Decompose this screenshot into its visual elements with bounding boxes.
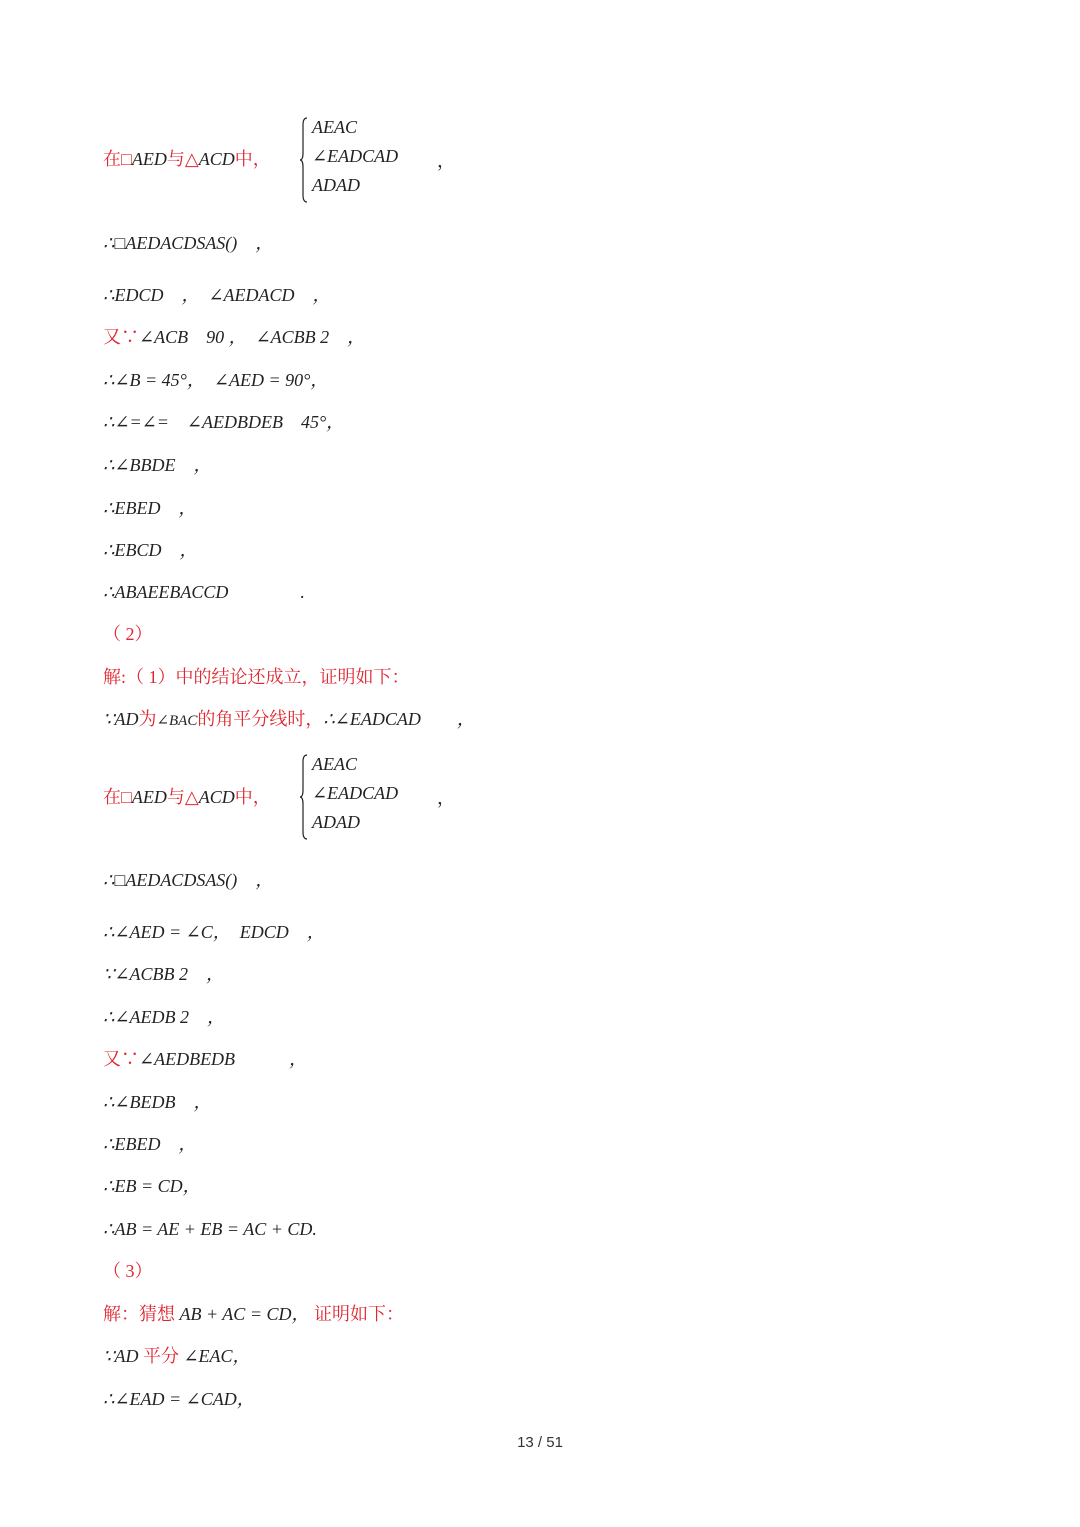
- proof-line: ∵∠ACBB 2 ，: [103, 964, 225, 984]
- system-row: ADAD: [312, 812, 360, 832]
- solution-intro: 解:（ 1）中的结论还成立，证明如下：: [103, 667, 410, 687]
- text-prefix: 在□: [103, 787, 132, 807]
- system-comma: ，: [437, 788, 455, 808]
- math-expression: ∵AD: [103, 1346, 139, 1366]
- proof-line: ∴∠AED = ∠C， EDCD ，: [103, 922, 325, 942]
- text-word: 平分: [142, 1346, 179, 1366]
- proof-line: ∴□AEDACDSAS() ，: [103, 233, 274, 253]
- math-triangle: AED: [131, 787, 167, 807]
- proof-line: ∴EBED ，: [103, 1134, 197, 1154]
- statement-compare-2: [103, 785, 271, 809]
- proof-line: ∴AB = AE + EB = AC + CD.: [103, 1219, 317, 1239]
- math-expression: ∵AD: [103, 709, 139, 729]
- system-row: AEAC: [312, 117, 357, 137]
- math-expression: ∠EAC，: [183, 1346, 251, 1366]
- proof-line: ∴∠B = 45°， ∠AED = 90°，: [103, 370, 329, 390]
- math-expression: ∴∠EADCAD ，: [323, 709, 475, 729]
- proof-line: ∴□AEDACDSAS() ，: [103, 870, 274, 890]
- math-triangle: ACD: [198, 149, 235, 169]
- equation-system-2: [300, 754, 460, 840]
- math-expression: ∠ACB 90 ， ∠ACBB 2 ，: [139, 327, 366, 347]
- proof-line: ∴∠=∠= ∠AEDBDEB 45°，: [103, 412, 345, 432]
- text-prefix: 又∵: [103, 1049, 139, 1069]
- proof-line: ∴EBED ，: [103, 498, 197, 518]
- proof-line: [103, 707, 475, 733]
- page-number: 13 / 51: [517, 1434, 563, 1451]
- text-word: 解：猜想: [103, 1304, 175, 1324]
- proof-line: ∴∠EAD = ∠CAD，: [103, 1389, 255, 1409]
- proof-line: [103, 1047, 307, 1071]
- math-triangle: ACD: [198, 787, 235, 807]
- math-triangle: AED: [131, 149, 167, 169]
- proof-line: ∴EBCD ，: [103, 540, 198, 560]
- system-row: ∠EADCAD: [312, 146, 399, 166]
- text-mid: 与△: [166, 149, 199, 169]
- text-prefix: 又∵: [103, 327, 139, 347]
- equation-system-1: [300, 117, 460, 203]
- proof-line: ∴ABAEEBACCD .: [103, 582, 305, 602]
- proof-line: ∴EDCD ， ∠AEDACD ，: [103, 285, 331, 305]
- system-row: ADAD: [312, 175, 360, 195]
- section-label-2: （ 2）: [103, 624, 153, 644]
- text-suffix: 中，: [234, 787, 271, 807]
- math-expression: ∠BAC: [156, 713, 198, 729]
- system-row: AEAC: [312, 754, 357, 774]
- text-word: 证明如下：: [313, 1304, 404, 1324]
- statement-compare-1: [103, 147, 271, 171]
- proof-line: ∴EB = CD，: [103, 1176, 201, 1196]
- text-suffix: 中，: [234, 149, 271, 169]
- proof-line: [103, 1344, 251, 1368]
- text-prefix: 在□: [103, 149, 132, 169]
- solution-intro: [103, 1302, 404, 1326]
- proof-line: [103, 325, 365, 349]
- brace-icon: [300, 754, 308, 840]
- proof-line: ∴∠BEDB ，: [103, 1092, 212, 1112]
- math-expression: AB + AC = CD，: [179, 1304, 310, 1324]
- text-word: 的角平分线时，: [197, 709, 324, 729]
- system-comma: ，: [437, 151, 455, 171]
- system-row: ∠EADCAD: [312, 783, 399, 803]
- brace-icon: [300, 117, 308, 203]
- proof-line: ∴∠BBDE ，: [103, 455, 212, 475]
- math-expression: ∠AEDBEDB ，: [139, 1049, 308, 1069]
- text-mid: 与△: [166, 787, 199, 807]
- proof-line: ∴∠AEDB 2 ，: [103, 1007, 226, 1027]
- section-label-3: （ 3）: [103, 1261, 153, 1281]
- text-word: 为: [138, 709, 157, 729]
